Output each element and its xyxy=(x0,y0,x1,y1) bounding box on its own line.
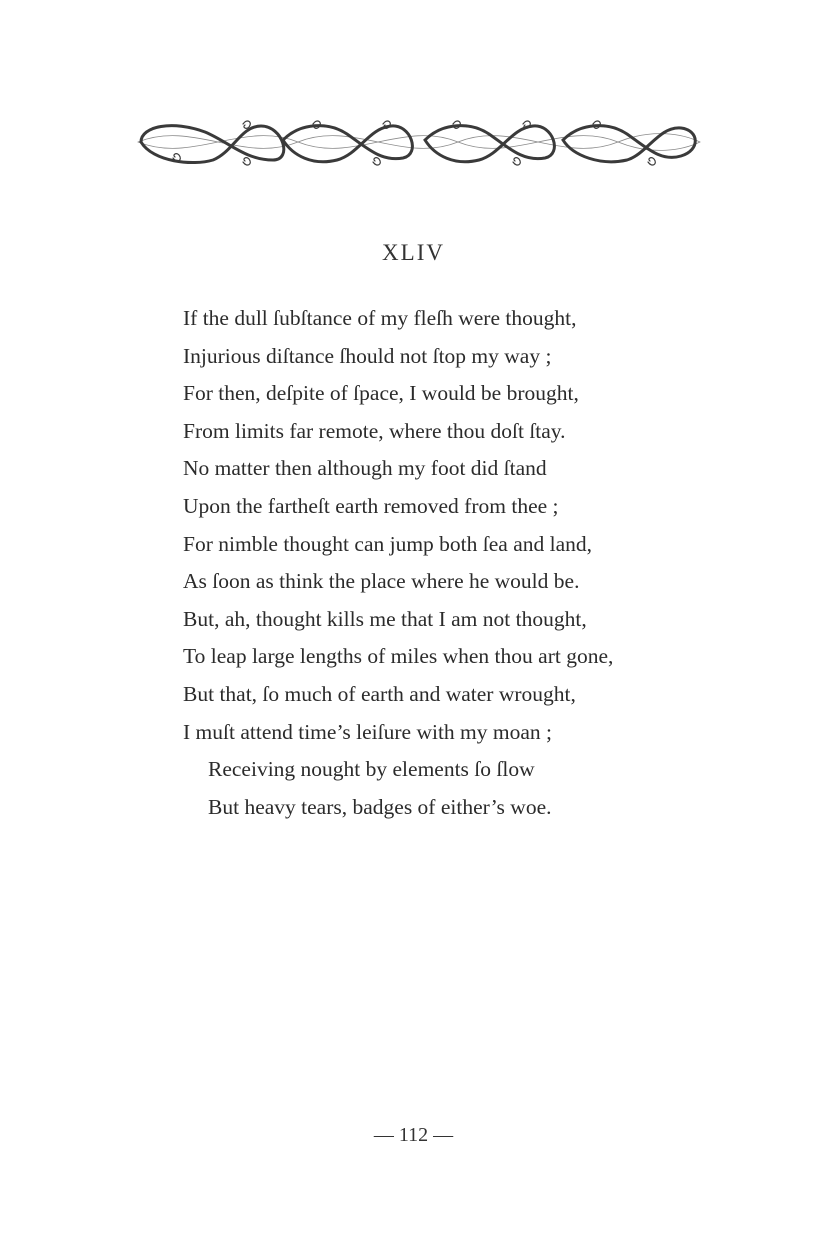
poem-line: But that, ſo much of earth and water wrought, xyxy=(183,681,576,706)
couplet-line: Receiving nought by elements ſo ſlow xyxy=(208,757,535,782)
poem-line: If the dull ſubſtance of my fleſh were thought, xyxy=(183,306,577,330)
poem-line: For nimble thought can jump both ſea and land, xyxy=(183,531,593,556)
poem-text xyxy=(183,300,613,826)
poem-line: From limits far remote, where thou doſt ſtay. xyxy=(183,418,566,443)
poem-line: No matter then although my foot did ſtand xyxy=(183,456,547,481)
poem-line: Upon the fartheſt earth removed from thee ; xyxy=(183,493,559,518)
poem-line: For then, deſpite of ſpace, I would be brought, xyxy=(183,381,579,406)
poem-line: I muſt attend time’s leiſure with my moan ; xyxy=(183,719,553,744)
poem-line: But, ah, thought kills me that I am not thought, xyxy=(183,606,587,631)
poem-line: Injurious diſtance ſhould not ſtop my way ; xyxy=(183,343,552,368)
poem-line: To leap large lengths of miles when thou art gone, xyxy=(183,644,614,669)
poem-line: As ſoon as think the place where he would be. xyxy=(183,569,580,594)
scroll-flourish-ornament-icon xyxy=(133,112,705,172)
page-number: — 112 — xyxy=(373,1124,454,1146)
couplet-line: But heavy tears, badges of either’s woe. xyxy=(208,794,552,819)
sonnet-number-heading: XLIV xyxy=(382,240,445,265)
